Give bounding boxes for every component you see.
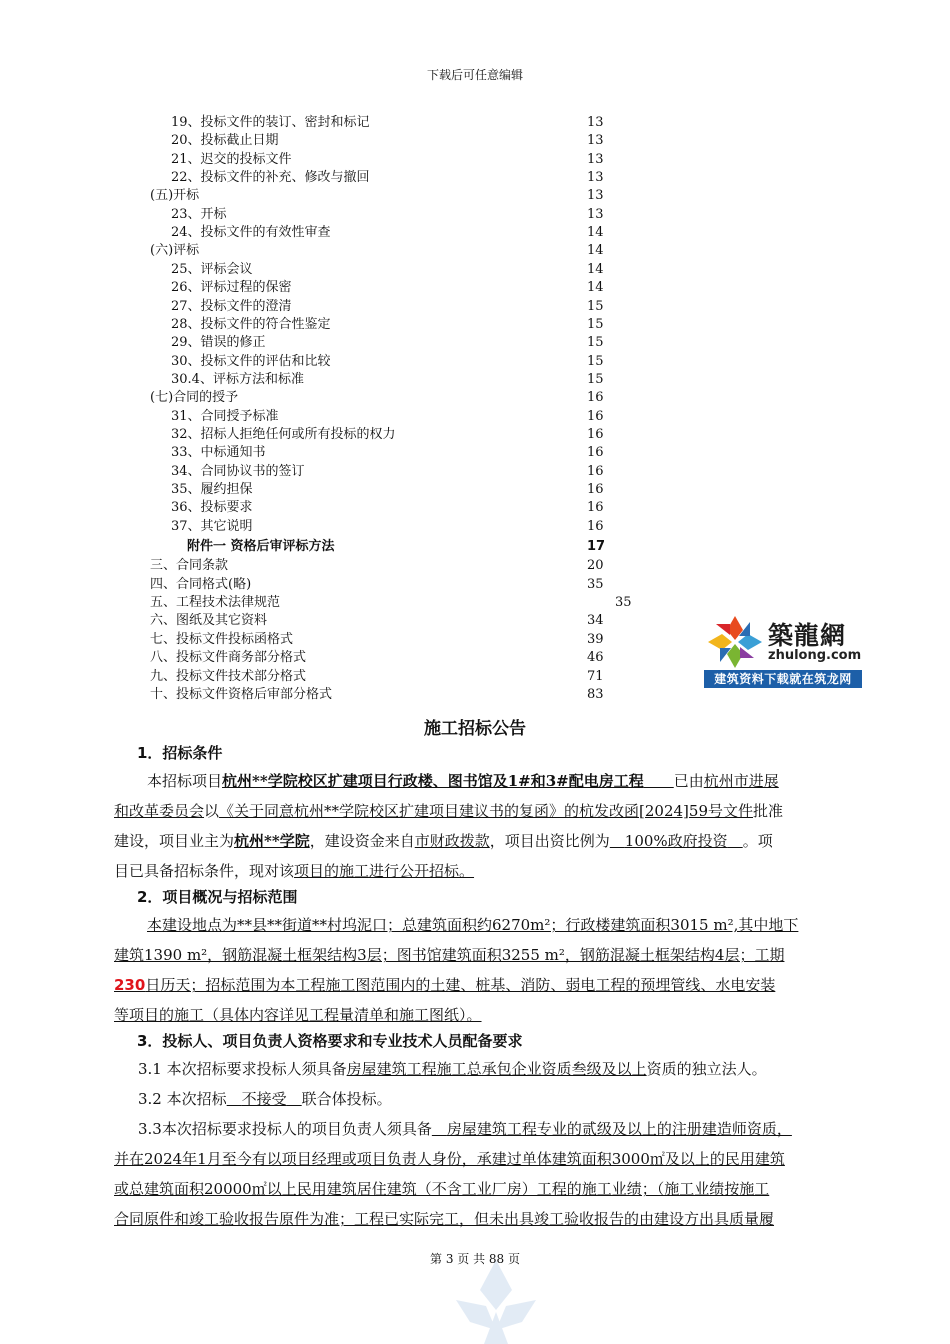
s2-line: 等项目的施工（具体内容详见工程量清单和施工图纸）。 xyxy=(114,1006,482,1024)
toc-entry[interactable] xyxy=(0,261,950,279)
logo-name-cn: 築龍網 xyxy=(768,621,847,650)
toc-entry[interactable] xyxy=(0,206,950,224)
toc-entry[interactable] xyxy=(0,557,950,575)
toc-entry-label: (六)评标 xyxy=(150,243,200,259)
approver: 和改革委员会 xyxy=(114,802,205,820)
toc-entry[interactable] xyxy=(0,481,950,499)
s2-line: 日历天；招标范围为本工程施工图范围内的土建、桩基、消防、弱电工程的预埋管线、水电安装 xyxy=(145,976,776,994)
manager-qualification: 房屋建筑工程专业的贰级及以上的注册建造师资质， xyxy=(446,1120,792,1138)
toc-entry-label: 31、合同授予标准 xyxy=(171,408,279,424)
s3-line: 合同原件和竣工验收报告原件为准；工程已实际完工，但未出具竣工验收报告的由建设方出具质量履 xyxy=(114,1210,775,1228)
toc-entry[interactable] xyxy=(0,132,950,150)
toc-entry[interactable] xyxy=(0,594,950,612)
toc-entry-page: 14 xyxy=(587,243,604,259)
toc-entry-page: 16 xyxy=(587,500,604,516)
toc-entry-label: 28、投标文件的符合性鉴定 xyxy=(171,316,331,332)
toc-entry-label: 30.4、评标方法和标准 xyxy=(171,371,304,387)
toc-entry-page: 71 xyxy=(587,668,604,684)
toc-entry-label: 29、错误的修正 xyxy=(171,335,266,351)
section-3-body xyxy=(114,1054,860,1234)
section-3-heading: 3．投标人、项目负责人资格要求和专业技术人员配备要求 xyxy=(137,1032,523,1050)
toc-entry-page: 13 xyxy=(587,206,604,222)
s3-text: 联合体投标。 xyxy=(301,1090,392,1108)
s2-line: 本建设地点为**县**街道**村坞泥口；总建筑面积约6270m²；行政楼建筑面积3015 m²,其中地下 xyxy=(147,916,799,934)
toc-entry-label: 21、迟交的投标文件 xyxy=(171,151,292,167)
zhulong-logo-mark-icon xyxy=(706,614,764,670)
toc-entry-label: 七、投标文件投标函格式 xyxy=(150,631,294,647)
project-owner: 杭州**学院 xyxy=(234,832,310,850)
toc-entry[interactable] xyxy=(0,353,950,371)
toc-entry[interactable] xyxy=(0,279,950,297)
section-1-heading: 1．招标条件 xyxy=(137,744,223,762)
toc-entry-page: 83 xyxy=(587,686,604,702)
s1-text: 批准 xyxy=(753,802,784,820)
s3-line: 或总建筑面积20000㎡以上民用建筑居住建筑（不含工业厂房）工程的施工业绩；（施工业绩按施工 xyxy=(114,1180,770,1198)
s3-text: 3.3本次招标要求投标人的项目负责人须具备 xyxy=(138,1120,432,1138)
toc-entry-label: (七)合同的授予 xyxy=(150,390,239,406)
toc-entry-page: 13 xyxy=(587,188,604,204)
toc-entry-label: 35、履约担保 xyxy=(171,482,253,497)
toc-entry-label: (五)开标 xyxy=(150,188,200,204)
project-name: 杭州**学院校区扩建项目行政楼、图书馆及1#和3#配电房工程 xyxy=(222,772,644,790)
toc-entry[interactable] xyxy=(0,224,950,242)
watermark-snowflake-icon xyxy=(416,1260,576,1344)
toc-entry-label: 27、投标文件的澄清 xyxy=(171,298,292,314)
s1-text: ，项目出资比例为 xyxy=(489,832,610,850)
toc-entry-page: 13 xyxy=(587,170,604,186)
toc-entry-page: 34 xyxy=(587,613,604,629)
toc-entry-page: 16 xyxy=(587,445,604,461)
section-2-heading: 2．项目概况与招标范围 xyxy=(137,888,298,906)
toc-entry-page: 15 xyxy=(587,371,604,387)
s1-text: 目已具备招标条件，现对该 xyxy=(114,862,295,880)
toc-entry[interactable] xyxy=(0,187,950,205)
toc-entry[interactable] xyxy=(0,389,950,407)
toc-entry-page: 16 xyxy=(587,482,604,497)
toc-entry-page: 16 xyxy=(587,426,604,442)
toc-entry[interactable] xyxy=(0,242,950,260)
toc-entry-page: 16 xyxy=(587,390,604,406)
qualification-requirement: 房屋建筑工程施工总承包企业资质叁级及以上 xyxy=(346,1060,647,1078)
toc-entry-page: 35 xyxy=(615,595,632,611)
toc-entry-page: 13 xyxy=(587,151,604,167)
s1-text: 项目的施工进行公开招标。 xyxy=(294,862,475,880)
section-2-body xyxy=(114,910,860,1030)
toc-entry-label: 十、投标文件资格后审部分格式 xyxy=(150,686,333,702)
toc-entry-label: 六、图纸及其它资料 xyxy=(150,613,268,629)
toc-entry-label: 19、投标文件的装订、密封和标记 xyxy=(171,115,370,130)
toc-entry[interactable] xyxy=(0,298,950,316)
toc-entry[interactable] xyxy=(0,499,950,517)
s1-text: 已由 xyxy=(673,772,704,790)
funding-ratio: 100%政府投资 xyxy=(624,832,728,850)
approval-document: 《关于同意杭州**学院校区扩建项目建议书的复函》的杭发改函[2024]59号文件 xyxy=(219,802,753,820)
toc-entry-page: 13 xyxy=(587,115,604,130)
toc-entry-label: 37、其它说明 xyxy=(171,518,253,534)
toc-entry-page: 15 xyxy=(587,298,604,314)
toc-entry-label: 34、合同协议书的签订 xyxy=(171,463,305,479)
logo-domain: zhulong.com xyxy=(768,648,862,663)
zhulong-logo xyxy=(704,612,862,688)
s1-text: 以 xyxy=(204,802,220,820)
s1-text: 建设，项目业主为 xyxy=(114,832,235,850)
toc-entry-page: 46 xyxy=(587,650,604,666)
toc-entry[interactable] xyxy=(0,151,950,169)
toc-entry[interactable] xyxy=(0,169,950,187)
toc-entry-label: 26、评标过程的保密 xyxy=(171,280,292,296)
s1-text: ，建设资金来自 xyxy=(309,832,415,850)
toc-entry[interactable] xyxy=(0,426,950,444)
toc-entry-page: 13 xyxy=(587,133,604,149)
toc-entry-label: 三、合同条款 xyxy=(150,558,229,574)
toc-entry-label: 32、招标人拒绝任何或所有投标的权力 xyxy=(171,426,396,442)
toc-entry[interactable] xyxy=(0,114,950,132)
toc-entry[interactable] xyxy=(0,408,950,426)
toc-entry[interactable] xyxy=(0,686,950,704)
s2-line: 建筑1390 m²，钢筋混凝土框架结构3层；图书馆建筑面积3255 m²，钢筋混凝土框架结构4层；工期 xyxy=(114,946,785,964)
page-footer: 第 3 页 共 88 页 xyxy=(430,1252,520,1266)
logo-slogan: 建筑资料下载就在筑龙网 xyxy=(704,670,862,688)
toc-entry-label: 附件一 资格后审评标方法 xyxy=(187,539,335,555)
toc-entry-label: 25、评标会议 xyxy=(171,261,253,277)
toc-entry-label: 30、投标文件的评估和比较 xyxy=(171,353,331,369)
s3-line: 并在2024年1月至今有以项目经理或项目负责人身份，承建过单体建筑面积3000㎡及以上的民用建筑 xyxy=(114,1150,785,1168)
toc-entry-page: 15 xyxy=(587,335,604,351)
toc-entry-label: 24、投标文件的有效性审查 xyxy=(171,225,331,241)
toc-entry-label: 五、工程技术法律规范 xyxy=(150,595,281,611)
toc-entry-page: 14 xyxy=(587,261,604,277)
toc-entry[interactable] xyxy=(0,371,950,389)
joint-bid-policy: 不接受 xyxy=(241,1090,287,1108)
toc-entry-label: 33、中标通知书 xyxy=(171,445,266,461)
s1-text: 本招标项目 xyxy=(147,772,223,790)
toc-entry[interactable] xyxy=(0,538,950,556)
toc-entry-page: 16 xyxy=(587,463,604,479)
toc-entry-page: 15 xyxy=(587,353,604,369)
s1-text: 。项 xyxy=(742,832,773,850)
toc-entry-page: 16 xyxy=(587,408,604,424)
toc-entry-label: 八、投标文件商务部分格式 xyxy=(150,650,307,666)
s3-text: 3.2 本次招标 xyxy=(138,1090,227,1108)
toc-entry-label: 四、合同格式(略) xyxy=(150,576,252,592)
toc-entry-page: 14 xyxy=(587,280,604,296)
toc-entry[interactable] xyxy=(0,316,950,334)
toc-entry[interactable] xyxy=(0,444,950,462)
notice-title: 施工招标公告 xyxy=(424,719,526,739)
toc-entry[interactable] xyxy=(0,334,950,352)
toc-entry-label: 20、投标截止日期 xyxy=(171,133,279,149)
toc-entry-page: 35 xyxy=(587,576,604,592)
construction-days: 230 xyxy=(114,976,146,994)
page-header-note: 下载后可任意编辑 xyxy=(426,68,523,82)
s3-text: 3.1 本次招标要求投标人须具备 xyxy=(138,1060,347,1078)
fund-source: 市财政拨款 xyxy=(414,832,490,850)
section-1-body xyxy=(114,766,860,886)
toc-entry-page: 15 xyxy=(587,316,604,332)
toc-entry-page: 20 xyxy=(587,558,604,574)
toc-entry-label: 22、投标文件的补充、修改与撤回 xyxy=(171,170,370,186)
s3-text: 资质的独立法人。 xyxy=(646,1060,767,1078)
toc-entry-label: 九、投标文件技术部分格式 xyxy=(150,668,307,684)
toc-entry-label: 23、开标 xyxy=(171,206,227,222)
toc-entry-label: 36、投标要求 xyxy=(171,500,253,516)
toc-entry-page: 16 xyxy=(587,518,604,534)
toc-entry[interactable] xyxy=(0,463,950,481)
toc-entry-page: 17 xyxy=(587,539,606,555)
toc-entry-page: 39 xyxy=(587,631,604,647)
toc-entry[interactable] xyxy=(0,576,950,594)
toc-entry-page: 14 xyxy=(587,225,604,241)
toc-entry[interactable] xyxy=(0,518,950,536)
approver: 杭州市进展 xyxy=(703,772,779,790)
